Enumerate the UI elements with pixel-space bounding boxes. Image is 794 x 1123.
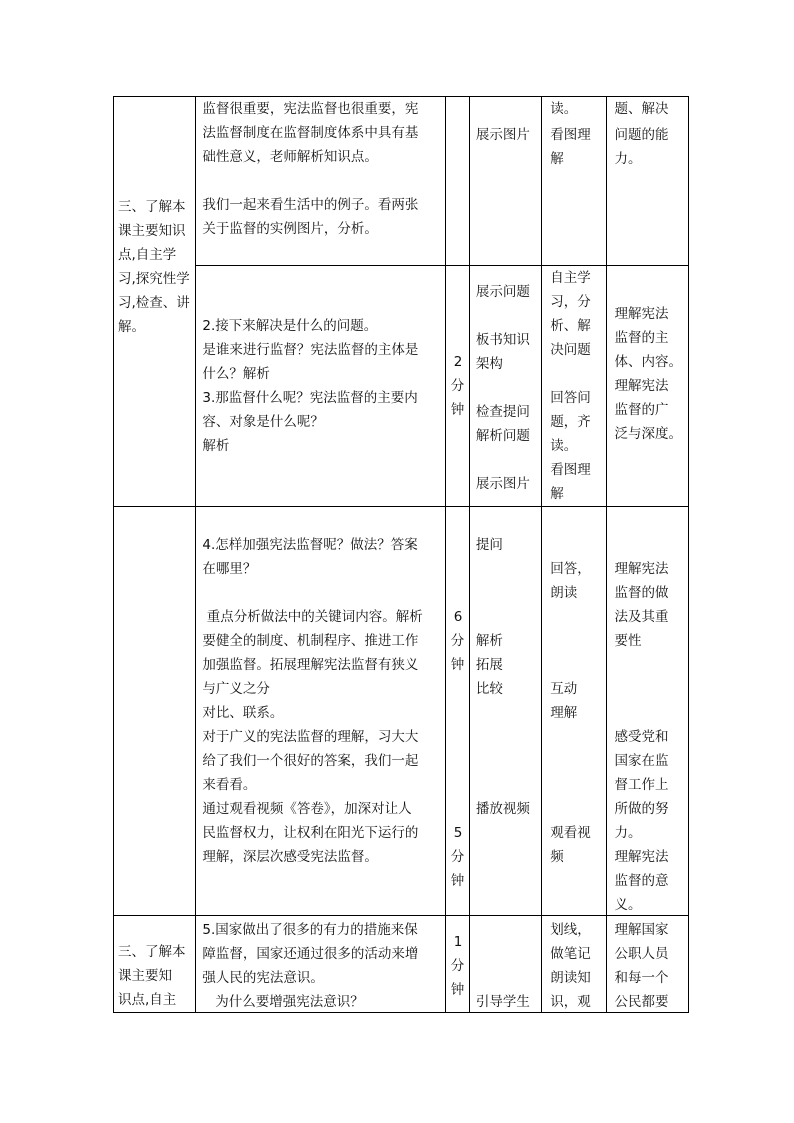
teacher-activity: 板书知识	[475, 332, 530, 348]
content-line: 2.接下来解决是什么的问题。	[202, 318, 378, 334]
student-activity: 回答问	[550, 390, 591, 406]
time-cell	[445, 507, 469, 916]
goal-text: 问题的能	[614, 127, 669, 143]
goal-text: 题、解决	[614, 101, 669, 117]
time-text: 钟	[450, 982, 465, 998]
content-line: 础性意义，老师解析知识点。	[202, 149, 378, 165]
student-activity: 识，观	[550, 994, 591, 1010]
teacher-activity: 提问	[475, 537, 503, 553]
goal-text: 公民都要	[614, 994, 669, 1010]
time-text: 5	[453, 825, 463, 841]
teacher-activity: 展示问题	[475, 284, 530, 300]
lesson-plan-table	[113, 96, 689, 1013]
goal-text: 公职人员	[614, 946, 669, 962]
content-line: 5.国家做出了很多的有力的措施来保	[202, 922, 418, 938]
content-line: 什么？解析	[202, 366, 270, 382]
student-activity-cell	[542, 266, 606, 507]
teacher-activity: 展示图片	[475, 127, 530, 143]
student-activity: 互动	[550, 681, 578, 697]
time-text: 钟	[450, 657, 465, 673]
goal-text: 理解宪法	[614, 849, 669, 865]
teacher-activity-cell	[469, 916, 541, 1013]
content-line: 来看看。	[202, 777, 257, 793]
student-activity: 读。	[550, 438, 578, 454]
section-label: 三、了解本课主要知识点,自主学习,探究性学习,检查、讲解。	[118, 199, 190, 335]
content-line: 通过观看视频《答卷》，加深对让人	[202, 801, 412, 817]
table-row	[114, 916, 689, 1013]
student-activity-cell	[542, 97, 606, 266]
goal-text: 监督的做	[614, 585, 669, 601]
content-line: 解析	[202, 438, 230, 454]
section-label: 识点,自主	[118, 992, 177, 1008]
content-cell	[196, 507, 445, 916]
goal-cell	[606, 507, 688, 916]
goal-text: 理解宪法	[614, 561, 669, 577]
table-row	[114, 97, 689, 266]
student-activity: 习，分	[550, 294, 591, 310]
student-activity: 读。	[550, 101, 578, 117]
content-line: 强人民的宪法意识。	[202, 970, 324, 986]
goal-text: 理解国家	[614, 922, 669, 938]
content-line: 加强监督。拓展理解宪法监督有狭义	[202, 657, 419, 673]
student-activity: 看图理	[550, 127, 591, 143]
content-line: 民监督权力，让权利在阳光下运行的	[202, 825, 419, 841]
student-activity: 决问题	[550, 342, 591, 358]
content-line: 理解，深层次感受宪法监督。	[202, 849, 378, 865]
time-cell	[445, 97, 469, 266]
goal-text: 力。	[614, 825, 642, 841]
content-line: 在哪里？	[202, 561, 257, 577]
time-text: 分	[450, 849, 465, 865]
student-activity: 朗读知	[550, 970, 591, 986]
student-activity: 划线，	[550, 922, 591, 938]
content-cell	[196, 916, 445, 1013]
time-cell	[445, 916, 469, 1013]
goal-text: 泛与深度。	[614, 426, 683, 442]
goal-text: 督工作上	[614, 777, 669, 793]
goal-text: 监督的主	[614, 330, 669, 346]
student-activity-cell	[542, 507, 606, 916]
section-label: 三、了解本	[118, 944, 186, 960]
student-activity: 观看视	[550, 825, 591, 841]
student-activity: 理解	[550, 705, 578, 721]
content-line: 我们一起来看生活中的例子。看两张	[202, 197, 419, 213]
content-line: 法监督制度在监督制度体系中具有基	[202, 125, 419, 141]
time-text: 1	[453, 934, 463, 950]
content-line: 关于监督的实例图片，分析。	[202, 221, 378, 237]
teacher-activity: 检查提问	[475, 404, 530, 420]
table-row	[114, 266, 689, 507]
goal-cell	[606, 97, 688, 266]
content-line: 给了我们一个很好的答案，我们一起	[202, 753, 419, 769]
time-text: 分	[450, 378, 465, 394]
content-line: 重点分析做法中的关键词内容。解析	[202, 609, 423, 625]
student-activity: 解	[550, 151, 564, 167]
teacher-activity: 拓展	[475, 657, 503, 673]
goal-text: 监督的广	[614, 402, 669, 418]
teacher-activity-cell	[469, 266, 541, 507]
content-line: 为什么要增强宪法意识？	[202, 994, 364, 1010]
student-activity: 做笔记	[550, 946, 591, 962]
goal-text: 感受党和	[614, 729, 669, 745]
goal-cell	[606, 916, 688, 1013]
goal-text: 国家在监	[614, 753, 669, 769]
time-text: 分	[450, 958, 465, 974]
student-activity: 自主学	[550, 270, 591, 286]
teacher-activity: 解析问题	[475, 428, 530, 444]
teacher-activity: 比较	[475, 681, 503, 697]
content-line: 4.怎样加强宪法监督呢？做法？答案	[202, 537, 418, 553]
teacher-activity: 展示图片	[475, 476, 530, 492]
goal-text: 所做的努	[614, 801, 669, 817]
student-activity: 频	[550, 849, 564, 865]
content-cell	[196, 97, 445, 266]
goal-text: 体、内容。	[614, 354, 683, 370]
student-activity: 析、解	[550, 318, 591, 334]
section-cell	[114, 916, 196, 1013]
goal-text: 监督的意	[614, 873, 669, 889]
goal-text: 理解宪法	[614, 306, 669, 322]
goal-text: 理解宪法	[614, 378, 669, 394]
section-label: 课主要知	[118, 968, 172, 984]
content-line: 对于广义的宪法监督的理解，习大大	[202, 729, 419, 745]
content-line: 是谁来进行监督？宪法监督的主体是	[202, 342, 419, 358]
teacher-activity: 引导学生	[475, 994, 530, 1010]
time-text: 分	[450, 633, 465, 649]
content-line: 容、对象是什么呢？	[202, 414, 324, 430]
goal-cell	[606, 266, 688, 507]
content-line: 监督很重要，宪法监督也很重要，宪	[202, 101, 419, 117]
goal-text: 和每一个	[614, 970, 669, 986]
teacher-activity: 播放视频	[475, 801, 530, 817]
section-cell	[114, 507, 196, 916]
goal-text: 法及其重	[614, 609, 669, 625]
teacher-activity-cell	[469, 507, 541, 916]
student-activity-cell	[542, 916, 606, 1013]
goal-text: 义。	[614, 897, 642, 913]
student-activity: 回答，	[550, 561, 591, 577]
section-cell	[114, 97, 196, 507]
student-activity: 题，齐	[550, 414, 591, 430]
content-cell	[196, 266, 445, 507]
content-line: 对比、联系。	[202, 705, 284, 721]
time-cell	[445, 266, 469, 507]
time-text: 钟	[450, 402, 465, 418]
table-row	[114, 507, 689, 916]
time-text: 钟	[450, 873, 465, 889]
content-line: 与广义之分	[202, 681, 270, 697]
student-activity: 朗读	[550, 585, 578, 601]
content-line: 障监督，国家还通过很多的活动来增	[202, 946, 419, 962]
teacher-activity: 架构	[475, 356, 503, 372]
content-line: 要健全的制度、机制程序、推进工作	[202, 633, 419, 649]
goal-text: 力。	[614, 151, 642, 167]
time-text: 2	[453, 354, 463, 370]
teacher-activity-cell	[469, 97, 541, 266]
time-text: 6	[453, 609, 463, 625]
content-line: 3.那监督什么呢？宪法监督的主要内	[202, 390, 418, 406]
teacher-activity: 解析	[475, 633, 503, 649]
goal-text: 要性	[614, 633, 642, 649]
student-activity: 看图理	[550, 462, 591, 478]
student-activity: 解	[550, 486, 564, 502]
